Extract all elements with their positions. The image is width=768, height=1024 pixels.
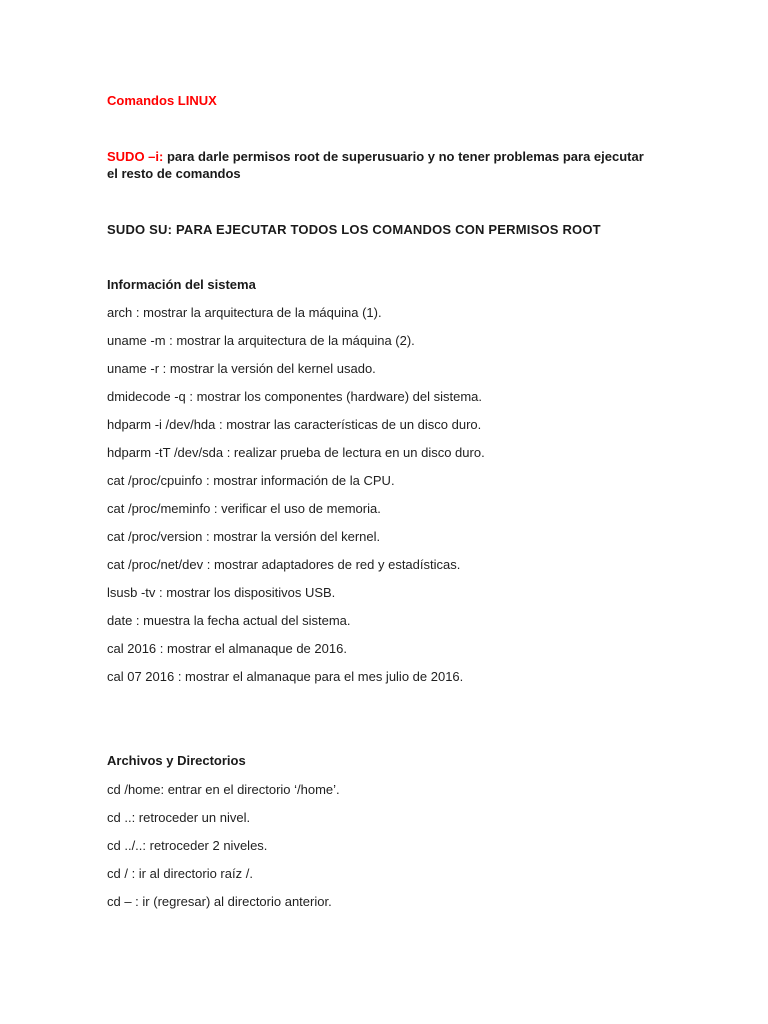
list-item: cat /proc/meminfo : verificar el uso de memoria. xyxy=(107,501,381,516)
list-item: dmidecode -q : mostrar los componentes (hardware) del sistema. xyxy=(107,389,482,404)
sudo-i-description: para darle permisos root de superusuario y no tener problemas para ejecutar el resto de comandos xyxy=(107,149,644,181)
section-heading-archivos-directorios: Archivos y Directorios xyxy=(107,753,246,768)
list-item: cd ..: retroceder un nivel. xyxy=(107,810,251,825)
list-item: lsusb -tv : mostrar los dispositivos USB. xyxy=(107,585,336,600)
list-item: cd /home: entrar en el directorio ‘/home’. xyxy=(107,782,340,797)
list-item: cat /proc/cpuinfo : mostrar información de la CPU. xyxy=(107,473,395,488)
list-item: cd – : ir (regresar) al directorio anterior. xyxy=(107,894,332,909)
list-item: uname -r : mostrar la versión del kernel usado. xyxy=(107,361,376,376)
list-item: arch : mostrar la arquitectura de la máquina (1). xyxy=(107,305,382,320)
list-item: cd ../..: retroceder 2 niveles. xyxy=(107,838,268,853)
section-heading-informacion-sistema: Información del sistema xyxy=(107,277,256,292)
list-item: hdparm -tT /dev/sda : realizar prueba de lectura en un disco duro. xyxy=(107,445,485,460)
list-item: cd / : ir al directorio raíz /. xyxy=(107,866,253,881)
document-title: Comandos LINUX xyxy=(107,93,217,108)
list-item: date : muestra la fecha actual del sistema. xyxy=(107,613,351,628)
list-item: cal 07 2016 : mostrar el almanaque para el mes julio de 2016. xyxy=(107,669,464,684)
list-item: cat /proc/net/dev : mostrar adaptadores de red y estadísticas. xyxy=(107,557,461,572)
sudo-i-command: SUDO –i: xyxy=(107,149,164,164)
list-item: uname -m : mostrar la arquitectura de la máquina (2). xyxy=(107,333,415,348)
list-item: hdparm -i /dev/hda : mostrar las características de un disco duro. xyxy=(107,417,482,432)
sudo-i-paragraph xyxy=(107,148,647,182)
list-item: cat /proc/version : mostrar la versión del kernel. xyxy=(107,529,381,544)
list-item: cal 2016 : mostrar el almanaque de 2016. xyxy=(107,641,347,656)
sudo-su-line: SUDO SU: PARA EJECUTAR TODOS LOS COMANDOS CON PERMISOS ROOT xyxy=(107,222,601,237)
